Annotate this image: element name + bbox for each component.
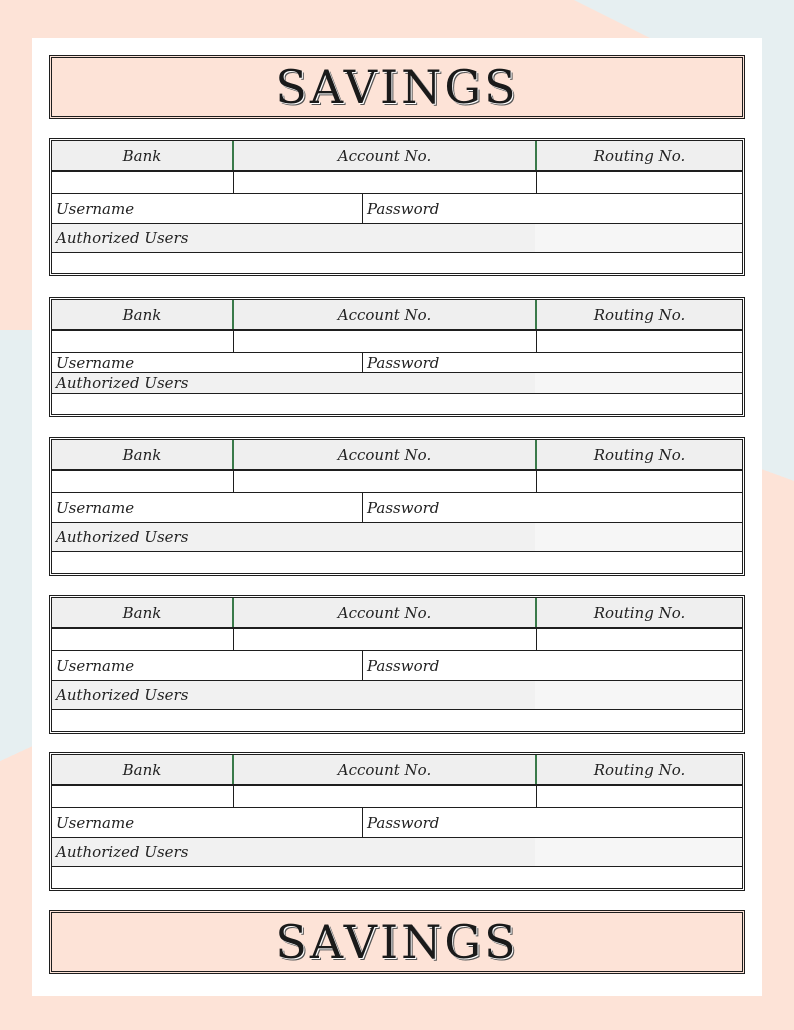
bank-header — [52, 141, 234, 170]
authorized-users-row[interactable] — [52, 224, 742, 253]
account-header — [234, 598, 537, 627]
password-field[interactable] — [363, 194, 742, 223]
routing-header — [537, 598, 742, 627]
routing-header — [537, 440, 742, 469]
bank-header — [52, 440, 234, 469]
entry-row — [52, 331, 742, 353]
blank-row[interactable] — [52, 552, 742, 572]
password-label: Password — [367, 656, 440, 675]
bank-header — [52, 755, 234, 784]
authorized-users-row[interactable] — [52, 523, 742, 552]
account-label: Account No. — [337, 445, 432, 464]
authorized-users-label: Authorized Users — [56, 374, 189, 392]
bank-label: Bank — [122, 305, 162, 324]
bank-field[interactable] — [52, 629, 234, 650]
credentials-row — [52, 194, 742, 224]
username-label: Username — [56, 813, 135, 832]
account-field[interactable] — [234, 471, 537, 492]
account-header — [234, 300, 537, 329]
account-field[interactable] — [234, 172, 537, 193]
bank-label: Bank — [122, 603, 162, 622]
entry-row — [52, 629, 742, 651]
authorized-users-label: Authorized Users — [56, 686, 189, 704]
username-field[interactable] — [52, 493, 363, 522]
username-label: Username — [56, 199, 135, 218]
header-row — [52, 598, 742, 629]
credentials-row — [52, 493, 742, 523]
routing-field[interactable] — [537, 172, 742, 193]
authorized-users-label: Authorized Users — [56, 528, 189, 546]
password-field[interactable] — [363, 493, 742, 522]
authorized-users-field[interactable] — [52, 373, 742, 393]
account-card-1 — [49, 138, 745, 276]
authorized-users-row[interactable] — [52, 373, 742, 394]
account-field[interactable] — [234, 629, 537, 650]
bank-field[interactable] — [52, 786, 234, 807]
credentials-row — [52, 651, 742, 681]
username-field[interactable] — [52, 651, 363, 680]
routing-field[interactable] — [537, 629, 742, 650]
header-row — [52, 300, 742, 331]
blank-row[interactable] — [52, 867, 742, 887]
authorized-users-label: Authorized Users — [56, 843, 189, 861]
footer-title: SAVINGS — [275, 915, 519, 969]
account-label: Account No. — [337, 603, 432, 622]
header-row — [52, 440, 742, 471]
authorized-users-field[interactable] — [52, 838, 742, 866]
routing-label: Routing No. — [593, 146, 686, 165]
username-label: Username — [56, 498, 135, 517]
username-label: Username — [56, 353, 135, 372]
routing-label: Routing No. — [593, 445, 686, 464]
account-card-3 — [49, 437, 745, 576]
account-label: Account No. — [337, 146, 432, 165]
routing-header — [537, 755, 742, 784]
bank-field[interactable] — [52, 172, 234, 193]
password-label: Password — [367, 199, 440, 218]
routing-header — [537, 141, 742, 170]
bank-label: Bank — [122, 146, 162, 165]
username-field[interactable] — [52, 353, 363, 372]
account-card-4 — [49, 595, 745, 734]
routing-label: Routing No. — [593, 760, 686, 779]
password-field[interactable] — [363, 808, 742, 837]
account-header — [234, 440, 537, 469]
blank-row[interactable] — [52, 253, 742, 273]
bank-field[interactable] — [52, 331, 234, 352]
blank-row[interactable] — [52, 394, 742, 414]
authorized-users-field[interactable] — [52, 224, 742, 252]
authorized-users-row[interactable] — [52, 838, 742, 867]
entry-row — [52, 172, 742, 194]
bank-header — [52, 300, 234, 329]
account-card-2 — [49, 297, 745, 417]
routing-label: Routing No. — [593, 305, 686, 324]
top-banner — [49, 55, 745, 119]
password-label: Password — [367, 813, 440, 832]
password-field[interactable] — [363, 353, 742, 372]
account-field[interactable] — [234, 786, 537, 807]
bank-field[interactable] — [52, 471, 234, 492]
header-row — [52, 141, 742, 172]
entry-row — [52, 786, 742, 808]
username-field[interactable] — [52, 808, 363, 837]
page-title: SAVINGS — [275, 60, 519, 114]
authorized-users-row[interactable] — [52, 681, 742, 710]
savings-sheet — [32, 38, 762, 996]
password-field[interactable] — [363, 651, 742, 680]
username-label: Username — [56, 656, 135, 675]
authorized-users-field[interactable] — [52, 523, 742, 551]
bank-header — [52, 598, 234, 627]
account-field[interactable] — [234, 331, 537, 352]
account-label: Account No. — [337, 760, 432, 779]
routing-field[interactable] — [537, 471, 742, 492]
account-card-5 — [49, 752, 745, 891]
routing-field[interactable] — [537, 786, 742, 807]
entry-row — [52, 471, 742, 493]
routing-header — [537, 300, 742, 329]
bottom-banner — [49, 910, 745, 974]
blank-row[interactable] — [52, 710, 742, 730]
authorized-users-field[interactable] — [52, 681, 742, 709]
account-header — [234, 755, 537, 784]
authorized-users-label: Authorized Users — [56, 229, 189, 247]
credentials-row — [52, 353, 742, 373]
bank-label: Bank — [122, 445, 162, 464]
header-row — [52, 755, 742, 786]
routing-label: Routing No. — [593, 603, 686, 622]
bank-label: Bank — [122, 760, 162, 779]
username-field[interactable] — [52, 194, 363, 223]
routing-field[interactable] — [537, 331, 742, 352]
account-header — [234, 141, 537, 170]
password-label: Password — [367, 498, 440, 517]
credentials-row — [52, 808, 742, 838]
password-label: Password — [367, 353, 440, 372]
account-label: Account No. — [337, 305, 432, 324]
